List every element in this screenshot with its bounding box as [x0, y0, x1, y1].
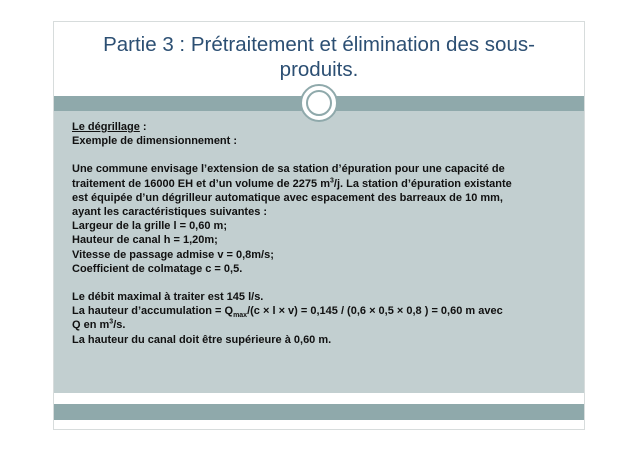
- slide-body: [72, 120, 572, 347]
- heading-line: [72, 120, 572, 134]
- unit-suffix: /s.: [113, 319, 126, 332]
- paragraph-line-2-rest: /j. La station d’épuration existante: [333, 177, 512, 190]
- paragraph-line-1: Une commune envisage l’extension de sa station d’épuration pour une capacité de: [72, 163, 505, 176]
- paragraph-line-2: [72, 177, 572, 191]
- bottom-separator: [54, 393, 584, 404]
- debit-line: Le débit maximal à traiter est 145 l/s.: [72, 291, 264, 304]
- superscript-3: 3: [329, 176, 334, 184]
- formula-prefix: La hauteur d’accumulation = Q: [72, 305, 234, 318]
- unit-prefix: Q en m: [72, 319, 110, 332]
- formula-subscript: max: [233, 312, 248, 320]
- paragraph-line-4: ayant les caractéristiques suivantes :: [72, 206, 268, 219]
- decorative-circle-icon: [300, 84, 338, 122]
- conclusion-line: La hauteur du canal doit être supérieure à 0,60 m.: [72, 333, 332, 346]
- title-line-2: produits.: [279, 58, 359, 81]
- paragraph-line-2-text: traitement de 16000 EH et d’un volume de 2275 m: [72, 177, 330, 190]
- param-width: Largeur de la grille l = 0,60 m;: [72, 220, 227, 233]
- unit-line: [72, 318, 572, 332]
- subheading: Exemple de dimensionnement :: [72, 135, 238, 148]
- slide-title: [94, 32, 544, 82]
- decorative-inner-circle: [306, 90, 332, 116]
- param-height: Hauteur de canal h = 1,20m;: [72, 234, 218, 247]
- heading-label: Le dégrillage: [72, 121, 140, 133]
- bottom-band: [54, 404, 584, 420]
- spacer: [72, 148, 572, 162]
- unit-superscript: 3: [109, 318, 114, 326]
- spacer: [72, 276, 572, 290]
- formula-suffix: /(c × l × v) = 0,145 / (0,6 × 0,5 × 0,8 ) = 0,60 m avec: [247, 305, 503, 318]
- param-clogging: Coefficient de colmatage c = 0,5.: [72, 262, 243, 275]
- heading-suffix: :: [139, 121, 147, 133]
- paragraph-line-3: est équipée d’un dégrilleur automatique avec espacement des barreaux de 10 mm,: [72, 191, 503, 204]
- formula-line: [72, 304, 572, 318]
- param-speed: Vitesse de passage admise v = 0,8m/s;: [72, 248, 274, 261]
- title-line-1: Partie 3 : Prétraitement et élimination des sous-: [103, 33, 535, 56]
